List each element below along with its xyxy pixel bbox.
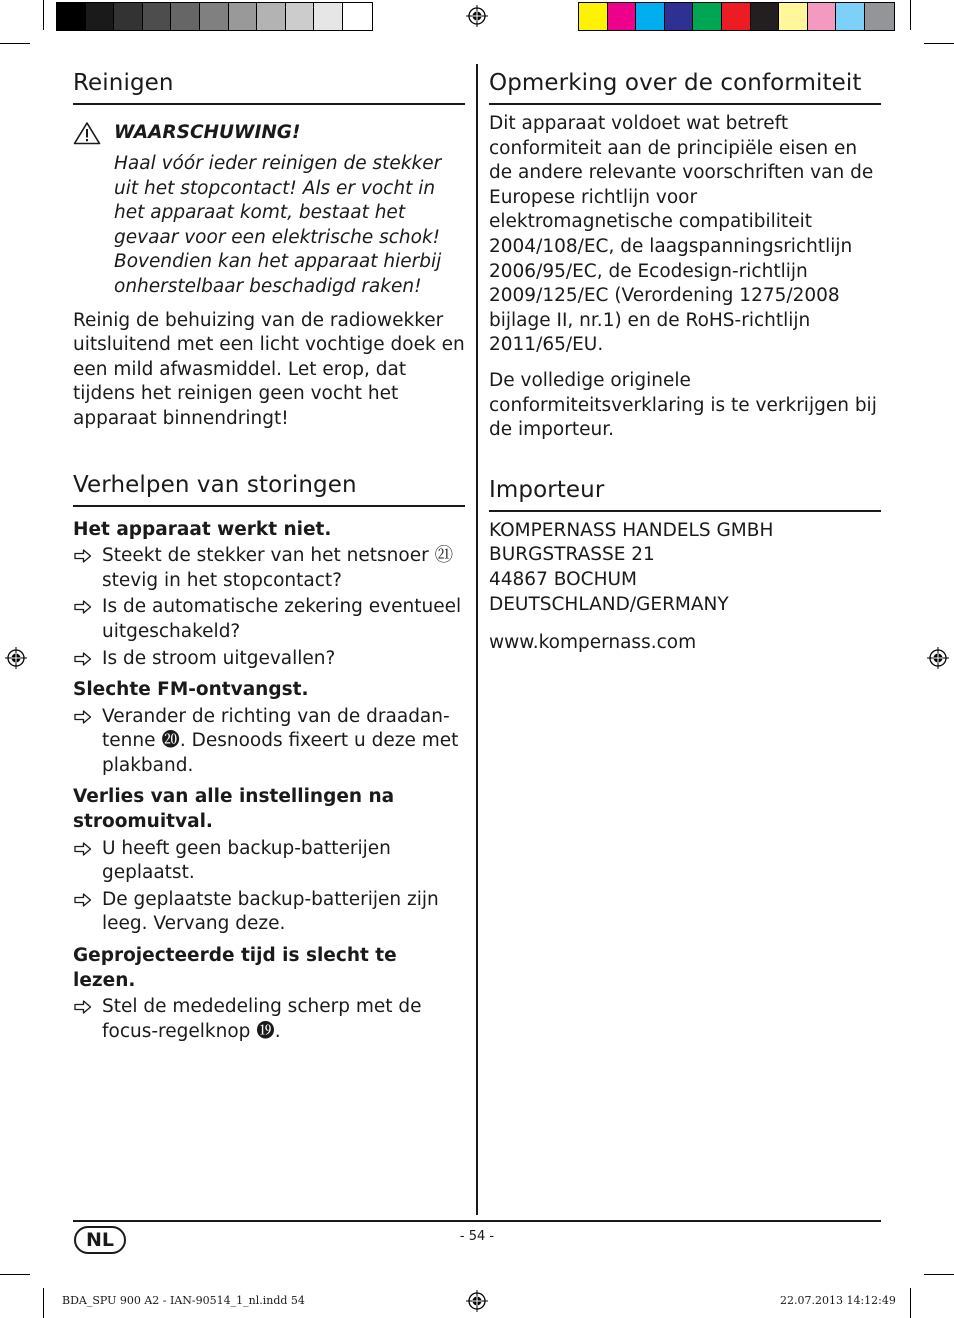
arrow-right-icon <box>74 549 92 563</box>
language-badge: NL <box>74 1226 126 1254</box>
trouble-item <box>73 544 465 593</box>
gray-swatch-2 <box>86 3 115 30</box>
crop-mark-top-right-h <box>924 43 954 44</box>
arrow-right-icon <box>74 842 92 856</box>
print-slug-file: BDA_SPU 900 A2 - IAN-90514_1_nl.indd 54 <box>62 1294 305 1307</box>
address-line: BURGSTRASSE 21 <box>489 544 655 566</box>
trouble-item-text: De geplaatste backup-batterijen zijn leeg. Vervang deze. <box>102 888 439 935</box>
arrow-right-icon <box>74 1000 92 1014</box>
troubleshooting-section <box>73 466 465 1045</box>
cleaning-heading: Reinigen <box>73 64 465 105</box>
gray-swatch-11 <box>343 3 372 30</box>
warning-box <box>73 121 465 300</box>
conformity-heading: Opmerking over de conformiteit <box>489 64 881 105</box>
importer-heading: Importeur <box>489 471 881 512</box>
color-swatch-4 <box>665 3 694 30</box>
trouble-item <box>73 995 465 1044</box>
gray-swatch-6 <box>200 3 229 30</box>
arrow-right-icon <box>74 710 92 724</box>
color-swatch-1 <box>579 3 608 30</box>
registration-mark-bottom <box>466 1290 488 1312</box>
address-line: KOMPERNASS HANDELS GMBH <box>489 519 774 541</box>
color-swatch-8 <box>779 3 808 30</box>
trouble-item <box>73 888 465 937</box>
page-number: - 54 - <box>459 1229 495 1244</box>
gray-swatch-9 <box>286 3 315 30</box>
print-slug-date: 22.07.2013 14:12:49 <box>780 1294 896 1307</box>
warning-triangle-icon <box>73 121 101 145</box>
gray-swatch-10 <box>314 3 343 30</box>
left-column <box>73 64 465 1044</box>
trouble-group <box>73 944 465 1044</box>
trouble-item-text: Verander de richting van de draadantenne ⓴. Desnoods fixeert u deze met plakband. <box>102 705 459 776</box>
crop-mark-bottom-left-v <box>43 1288 44 1318</box>
trouble-heading: Slechte FM-ontvangst. <box>73 679 309 701</box>
arrow-right-icon <box>74 893 92 907</box>
crop-mark-top-right-v <box>910 0 911 30</box>
importer-website-link[interactable]: www.kompernass.com <box>489 632 697 654</box>
conformity-section <box>489 64 881 443</box>
gray-swatch-1 <box>57 3 86 30</box>
color-swatch-2 <box>608 3 637 30</box>
color-bar <box>578 2 895 31</box>
trouble-item <box>73 595 465 644</box>
crop-mark-bottom-right-h <box>924 1274 954 1275</box>
trouble-item <box>73 647 465 672</box>
color-swatch-9 <box>808 3 837 30</box>
importer-section <box>489 471 881 656</box>
footer-rule <box>73 1220 881 1222</box>
address-line: 44867 BOCHUM <box>489 568 637 590</box>
crop-mark-top-left-h <box>0 43 30 44</box>
gray-swatch-4 <box>143 3 172 30</box>
registration-mark-right <box>927 647 949 669</box>
color-swatch-3 <box>636 3 665 30</box>
gray-swatch-8 <box>257 3 286 30</box>
column-divider <box>476 64 478 1215</box>
trouble-item-text: Is de automatische zekering eventueel uitgeschakeld? <box>102 596 462 642</box>
grayscale-bar <box>56 2 373 31</box>
color-swatch-11 <box>865 3 894 30</box>
registration-mark-left <box>5 647 27 669</box>
crop-mark-bottom-right-v <box>910 1288 911 1318</box>
cleaning-instructions: Reinig de behuizing van de radiowekker uitsluitend met een licht vochtige doek en een mild afwasmiddel. Let erop, dat tijdens het reinigen geen vocht het apparaat binnendringt! <box>73 309 465 429</box>
warning-title: WAARSCHUWING! <box>114 122 301 143</box>
warning-text: Haal vóór ieder reinigen de stekker uit het stopcontact! Als er vocht in het apparaat komt, bestaat het gevaar voor een elektrische schok! Bovendien kan het apparaat hierbij onherstelbaar beschadigd raken! <box>114 153 442 297</box>
trouble-group <box>73 785 465 937</box>
trouble-item-text: Is de stroom uitgevallen? <box>102 647 336 669</box>
address-line: DEUTSCHLAND/GERMANY <box>489 593 729 615</box>
importer-address <box>489 519 881 617</box>
trouble-group <box>73 678 465 778</box>
crop-mark-top-left-v <box>43 0 44 30</box>
color-swatch-7 <box>751 3 780 30</box>
color-swatch-10 <box>836 3 865 30</box>
gray-swatch-5 <box>171 3 200 30</box>
color-swatch-5 <box>693 3 722 30</box>
trouble-heading: Verlies van alle instellingen na stroomuitval. <box>73 786 395 833</box>
conformity-text: Dit apparaat voldoet wat betreft conformiteit aan de principiële eisen en de andere relevante voorschriften van de Europese richtlijn voor elektromagnetische compatibiliteit 2004/108/EC, de laagspanningsrichtlijn 2006/95/EC, de Ecodesign-richtlijn 2009/125/EC (Verordening 1275/2008 bijlage II, nr.1) en de RoHS-richtlijn 2011/65/EU. <box>489 113 874 356</box>
registration-mark-top <box>466 5 488 27</box>
troubleshooting-heading: Verhelpen van storingen <box>73 466 465 507</box>
crop-mark-bottom-left-h <box>0 1274 30 1275</box>
gray-swatch-3 <box>114 3 143 30</box>
cleaning-section <box>73 64 465 432</box>
arrow-right-icon <box>74 652 92 666</box>
trouble-item <box>73 705 465 779</box>
color-swatch-6 <box>722 3 751 30</box>
right-column <box>489 64 881 656</box>
trouble-group <box>73 518 465 672</box>
trouble-item-text: Steekt de stekker van het netsnoer ㉑ stevig in het stopcontact? <box>102 545 454 591</box>
arrow-right-icon <box>74 600 92 614</box>
trouble-item <box>73 837 465 886</box>
trouble-item-text: U heeft geen backup-batterijen geplaatst. <box>102 837 391 884</box>
trouble-item-text: Stel de mededeling scherp met de focus-regelknop ⓳. <box>102 996 422 1042</box>
conformity-declaration-text: De volledige originele conformiteitsverklaring is te verkrijgen bij de importeur. <box>489 369 877 441</box>
trouble-heading: Geprojecteerde tijd is slecht te lezen. <box>73 945 397 991</box>
trouble-heading: Het apparaat werkt niet. <box>73 518 332 540</box>
gray-swatch-7 <box>229 3 258 30</box>
